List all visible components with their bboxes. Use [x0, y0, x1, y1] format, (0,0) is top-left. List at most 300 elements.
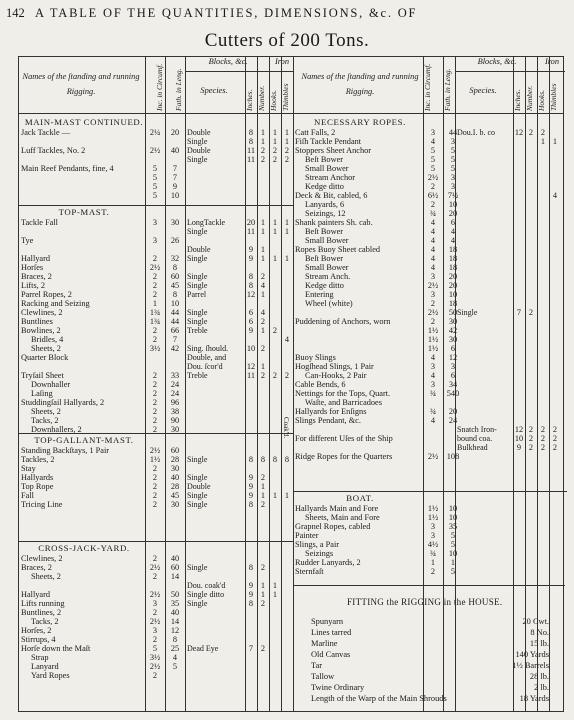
right-row-circumference: 2½	[427, 452, 439, 461]
left-row-hooks	[269, 644, 281, 653]
left-row-inches	[245, 635, 257, 644]
right-row-number	[525, 558, 537, 567]
right-row-length: 10	[448, 513, 458, 522]
left-row-thimbles	[281, 464, 293, 473]
right-row-thimbles	[549, 146, 561, 155]
left-row-length: 35	[170, 599, 180, 608]
right-row-circumference: 3	[430, 380, 436, 389]
right-row-name: Small Bower	[305, 236, 349, 245]
right-row-circumference: 3	[430, 128, 436, 137]
left-row-hooks	[269, 599, 281, 608]
thimbles-column-header: Thimbles	[281, 83, 290, 111]
left-row-circumference: 3½	[149, 344, 161, 353]
left-row-inches	[245, 407, 257, 416]
right-row-number	[525, 362, 537, 371]
left-row-hooks: 1	[272, 227, 278, 236]
left-row-hooks	[269, 272, 281, 281]
left-row-thimbles	[281, 182, 293, 191]
left-row-number	[257, 380, 269, 389]
right-row-number	[525, 549, 537, 558]
right-row-length: 1	[450, 558, 456, 567]
left-row-length: 5	[172, 662, 178, 671]
right-row-inches	[513, 299, 525, 308]
left-row-hooks	[269, 317, 281, 326]
right-row-circumference: 4	[430, 353, 436, 362]
left-row-species: Dou. ſcor'd	[187, 362, 223, 371]
right-row-number	[525, 335, 537, 344]
left-row-name: Braces, 2	[21, 563, 52, 572]
left-row-name: Fall	[21, 491, 34, 500]
left-row-length: 40	[170, 554, 180, 563]
fitting-item: Spunyarn	[311, 617, 344, 626]
left-row-thimbles: 1	[284, 218, 290, 227]
right-row-circumference: 4½	[427, 540, 439, 549]
left-row-thimbles	[281, 173, 293, 182]
right-row-number	[525, 182, 537, 191]
right-row-hooks	[537, 353, 549, 362]
left-row-inches: 8	[248, 281, 254, 290]
right-row-hooks	[537, 164, 549, 173]
left-row-thimbles	[281, 299, 293, 308]
right-row-name: Beſt Bower	[305, 155, 344, 164]
right-row-inches: 12	[514, 128, 524, 137]
right-row-length: 10	[448, 549, 458, 558]
left-row-number: 1	[260, 227, 266, 236]
right-row-name: Beſt Bower	[305, 254, 344, 263]
left-row-circumference: 2	[152, 335, 158, 344]
right-row-hooks	[537, 326, 549, 335]
left-row-thimbles	[281, 308, 293, 317]
left-row-inches	[245, 173, 257, 182]
left-row-hooks	[269, 344, 281, 353]
right-row-circumference: ¾	[429, 407, 437, 416]
left-row-number: 2	[260, 644, 266, 653]
left-row-inches	[245, 353, 257, 362]
species-column-header-right: Species.	[469, 86, 497, 95]
left-row-length: 20	[170, 128, 180, 137]
left-row-length: 25	[170, 644, 180, 653]
left-row-number: 1	[260, 491, 266, 500]
right-row-name: Sternfaſt	[295, 567, 324, 576]
iron-column-header: Iron	[274, 57, 290, 66]
right-row-inches: 12	[514, 425, 524, 434]
right-row-hooks: 2	[540, 434, 546, 443]
left-row-name: Tackles, 2	[21, 455, 55, 464]
right-row-length: 20	[448, 209, 458, 218]
right-row-inches: 9	[516, 443, 522, 452]
left-row-inches: 11	[247, 371, 255, 380]
left-row-length: 14	[170, 617, 180, 626]
right-row-inches	[513, 389, 525, 398]
left-row-inches: 8	[248, 137, 254, 146]
right-row-length: 6	[450, 371, 456, 380]
right-row-length: 24	[448, 416, 458, 425]
left-row-inches	[245, 617, 257, 626]
thimbles-column-header-right: Thimbles	[549, 83, 558, 111]
left-row-name: Clewlines, 2	[21, 308, 63, 317]
left-row-circumference: 2	[152, 482, 158, 491]
left-row-thimbles	[281, 317, 293, 326]
left-row-number: 1	[260, 290, 266, 299]
left-row-circumference: 2	[152, 281, 158, 290]
right-row-thimbles	[549, 513, 561, 522]
right-row-inches	[513, 416, 525, 425]
left-row-number	[257, 626, 269, 635]
left-row-circumference	[145, 227, 165, 236]
left-row-length: 60	[170, 446, 180, 455]
left-row-thimbles	[281, 572, 293, 581]
left-row-number: 1	[260, 581, 266, 590]
right-row-number	[525, 407, 537, 416]
right-row-name: Deck & Bit, cabled, 6	[295, 191, 368, 200]
left-row-name: Lifts, 2	[21, 281, 45, 290]
left-row-thimbles: 1	[284, 128, 290, 137]
right-row-name: Wheel (white)	[305, 299, 353, 308]
left-row-length: 33	[170, 371, 180, 380]
left-row-hooks	[269, 500, 281, 509]
right-row-number	[525, 254, 537, 263]
left-row-hooks: 1	[272, 128, 278, 137]
left-row-name: Braces, 2	[21, 272, 52, 281]
right-row-circumference: 6½	[427, 191, 439, 200]
left-row-number: 2	[260, 599, 266, 608]
right-row-hooks	[537, 146, 549, 155]
left-row-length: 30	[170, 464, 180, 473]
left-row-thimbles: 2	[284, 155, 290, 164]
column-rule	[293, 57, 294, 711]
right-row-inches	[513, 290, 525, 299]
left-row-hooks	[269, 290, 281, 299]
right-row-length: 5	[450, 146, 456, 155]
left-row-circumference: 2	[152, 389, 158, 398]
right-row-circumference: 5	[430, 146, 436, 155]
left-row-number: 1	[260, 482, 266, 491]
right-row-hooks	[537, 522, 549, 531]
left-row-name: Tacks, 2	[31, 416, 59, 425]
right-row-hooks	[537, 200, 549, 209]
left-row-circumference: 2	[152, 608, 158, 617]
left-row-thimbles	[281, 191, 293, 200]
right-row-number	[525, 155, 537, 164]
right-row-inches	[513, 335, 525, 344]
left-row-thimbles	[281, 644, 293, 653]
right-row-inches	[513, 146, 525, 155]
left-row-name: Laſing	[31, 389, 53, 398]
right-row-hooks	[537, 245, 549, 254]
right-row-name: Puddening of Anchors, worn	[295, 317, 391, 326]
right-row-inches	[513, 326, 525, 335]
left-row-hooks: 2	[272, 371, 278, 380]
right-row-circumference: 5	[430, 155, 436, 164]
left-row-length: 40	[170, 473, 180, 482]
right-row-name: Ropes Buoy Sheet cabled	[295, 245, 381, 254]
left-row-length	[165, 671, 185, 680]
right-row-number	[525, 263, 537, 272]
page-number: 142	[6, 6, 25, 20]
left-row-length: 40	[170, 146, 180, 155]
right-row-number	[525, 137, 537, 146]
right-row-length: 7½	[447, 191, 459, 200]
left-row-number: 4	[260, 308, 266, 317]
left-row-number	[257, 554, 269, 563]
right-row-circumference: 5	[430, 164, 436, 173]
right-row-circumference: 2½	[427, 308, 439, 317]
right-row-thimbles: 2	[552, 434, 558, 443]
right-row-number	[525, 290, 537, 299]
right-row-circumference: ¾	[429, 389, 437, 398]
right-row-inches	[513, 362, 525, 371]
right-row-name: Stream Anch.	[305, 272, 351, 281]
left-row-length: 7	[172, 164, 178, 173]
left-row-thimbles	[281, 245, 293, 254]
right-row-inches	[513, 344, 525, 353]
right-row-thimbles	[549, 380, 561, 389]
left-row-name: Standing Backſtays, 1 Pair	[21, 446, 110, 455]
left-row-thimbles	[281, 446, 293, 455]
left-row-length: 26	[170, 236, 180, 245]
left-row-circumference: 3	[152, 626, 158, 635]
right-row-hooks	[537, 155, 549, 164]
left-row-number	[257, 608, 269, 617]
left-row-number	[257, 635, 269, 644]
left-row-hooks	[269, 398, 281, 407]
left-row-length: 30	[170, 218, 180, 227]
left-row-thimbles: 2	[284, 371, 290, 380]
left-row-inches	[245, 653, 257, 662]
right-row-hooks	[537, 191, 549, 200]
right-row-length: 5	[450, 567, 456, 576]
circumference-column-header: Inc. in Circumf.	[155, 63, 164, 111]
left-row-species: Single	[187, 563, 208, 572]
left-row-name: Yard Ropes	[31, 671, 70, 680]
right-row-hooks: 2	[540, 443, 546, 452]
right-row-circumference: 3	[430, 522, 436, 531]
left-row-name: Downhallers, 2	[31, 425, 82, 434]
left-row-number	[257, 653, 269, 662]
left-row-thimbles	[281, 662, 293, 671]
left-row-length: 96	[170, 398, 180, 407]
right-row-circumference: 4	[430, 236, 436, 245]
right-row-thimbles	[549, 218, 561, 227]
right-row-thimbles	[549, 416, 561, 425]
left-row-circumference: 2	[152, 464, 158, 473]
right-row-hooks: 1	[540, 137, 546, 146]
left-row-inches	[245, 380, 257, 389]
left-row-thimbles	[281, 272, 293, 281]
right-row-number	[525, 353, 537, 362]
left-row-name: Jack Tackle —	[21, 128, 71, 137]
right-row-circumference: 2	[430, 567, 436, 576]
right-row-length: 18	[448, 263, 458, 272]
left-row-species: Sing. ſhould.	[187, 344, 229, 353]
right-row-thimbles	[549, 263, 561, 272]
fitting-quantity: 1½ Barrels	[512, 661, 549, 670]
right-section-title: NECESSARY ROPES.	[314, 117, 406, 127]
left-row-circumference: 1	[152, 299, 158, 308]
right-row-length: 35	[448, 522, 458, 531]
left-row-circumference: 3½	[149, 653, 161, 662]
left-row-inches	[245, 554, 257, 563]
right-row-length: 30	[448, 317, 458, 326]
blocks-header-rule-right	[455, 71, 565, 72]
left-row-species: Double, and	[187, 353, 227, 362]
right-row-name: Ridge Ropes for the Quarters	[295, 452, 393, 461]
fitting-item: Length of the Warp of the Main Shrouds	[311, 694, 447, 703]
left-row-circumference: 2	[152, 371, 158, 380]
right-row-inches	[513, 317, 525, 326]
left-row-thimbles	[281, 635, 293, 644]
left-row-length	[165, 353, 185, 362]
left-row-thimbles	[281, 626, 293, 635]
right-row-hooks	[537, 452, 549, 461]
left-row-circumference: 1¾	[149, 317, 161, 326]
inches-column-header-right: Inches.	[513, 89, 522, 111]
left-row-number	[257, 416, 269, 425]
fitting-item: Tallow	[311, 672, 335, 681]
left-row-circumference: 2	[152, 254, 158, 263]
left-row-thimbles: 2	[284, 146, 290, 155]
right-row-thimbles	[549, 173, 561, 182]
right-row-length: 3	[450, 137, 456, 146]
names-column-header-right: Names of the ſtanding and running Rigging.	[301, 72, 419, 96]
left-row-circumference: 2	[152, 272, 158, 281]
left-section-rule	[19, 433, 293, 434]
left-row-hooks	[269, 482, 281, 491]
right-row-inches	[513, 272, 525, 281]
left-row-species: Single	[187, 491, 208, 500]
right-row-inches	[513, 353, 525, 362]
right-row-species: Bulkhead	[457, 443, 488, 452]
left-row-species: Treble	[187, 326, 208, 335]
left-row-circumference: 2½	[149, 662, 161, 671]
left-row-length: 45	[170, 491, 180, 500]
right-row-number	[525, 281, 537, 290]
left-row-length: 10	[170, 191, 180, 200]
left-row-circumference	[145, 353, 165, 362]
right-row-number	[525, 540, 537, 549]
right-row-hooks	[537, 299, 549, 308]
inches-column-header: Inches.	[245, 89, 254, 111]
fitting-item: Tar	[311, 661, 323, 670]
right-row-length: 44	[448, 128, 458, 137]
right-row-inches	[513, 531, 525, 540]
left-row-hooks	[269, 353, 281, 362]
left-row-length: 44	[170, 317, 180, 326]
left-row-species: Double	[187, 128, 211, 137]
left-row-inches	[245, 671, 257, 680]
right-row-hooks	[537, 281, 549, 290]
right-row-hooks	[537, 236, 549, 245]
left-row-thimbles	[281, 407, 293, 416]
right-row-circumference: 2	[430, 317, 436, 326]
left-row-number	[257, 299, 269, 308]
right-row-length: 540	[446, 389, 460, 398]
left-row-species: Single	[187, 473, 208, 482]
left-row-inches: 7	[248, 644, 254, 653]
right-row-thimbles	[549, 452, 561, 461]
left-row-name: Tye	[21, 236, 34, 245]
left-section-rule	[19, 205, 293, 206]
right-row-inches	[513, 173, 525, 182]
right-row-hooks	[537, 254, 549, 263]
left-row-thimbles: 1	[284, 227, 290, 236]
right-row-name: Fiſh Tackle Pendant	[295, 137, 362, 146]
left-row-species: Single	[187, 599, 208, 608]
left-row-name: Horſes	[21, 263, 44, 272]
right-row-thimbles	[549, 549, 561, 558]
left-row-thimbles	[281, 398, 293, 407]
left-row-name: Studdingſail Hallyards, 2	[21, 398, 105, 407]
left-row-name: Sheets, 2	[31, 407, 61, 416]
right-row-length: 4	[450, 236, 456, 245]
left-section-title: TOP-GALLANT-MAST.	[34, 435, 134, 445]
right-row-length: 3	[450, 182, 456, 191]
right-row-name: Small Bower	[305, 263, 349, 272]
right-row-name: Slings, a Pair	[295, 540, 340, 549]
right-row-inches	[513, 200, 525, 209]
right-row-number	[525, 272, 537, 281]
right-row-thimbles	[549, 236, 561, 245]
left-row-circumference: 2¼	[149, 128, 161, 137]
right-row-name: Kedge ditto	[305, 281, 344, 290]
right-row-name: Can-Hooks, 2 Pair	[305, 371, 367, 380]
right-row-number	[525, 522, 537, 531]
right-row-hooks	[537, 540, 549, 549]
left-row-hooks	[269, 635, 281, 644]
right-row-number	[525, 227, 537, 236]
right-row-circumference	[423, 443, 443, 452]
left-row-inches	[245, 626, 257, 635]
left-row-hooks	[269, 464, 281, 473]
right-row-hooks	[537, 335, 549, 344]
right-row-length: 20	[448, 407, 458, 416]
right-row-name: Buoy Slings	[295, 353, 336, 362]
left-row-number: 1	[260, 128, 266, 137]
left-row-length: 10	[170, 299, 180, 308]
left-row-number: 1	[260, 245, 266, 254]
left-row-hooks	[269, 554, 281, 563]
right-row-circumference: 1½	[427, 344, 439, 353]
right-row-number	[525, 371, 537, 380]
right-row-inches	[513, 218, 525, 227]
left-row-inches	[245, 389, 257, 398]
left-row-inches: 8	[248, 563, 254, 572]
left-row-number: 1	[260, 362, 266, 371]
right-row-circumference	[423, 425, 443, 434]
right-row-number	[525, 531, 537, 540]
left-row-number	[257, 572, 269, 581]
right-row-hooks	[537, 513, 549, 522]
right-row-length: 18	[448, 299, 458, 308]
right-row-hooks	[537, 504, 549, 513]
left-section-title: MAIN-MAST CONTINUED.	[24, 117, 144, 127]
right-row-thimbles	[549, 540, 561, 549]
species-column-header: Species.	[200, 86, 228, 95]
left-row-length: 38	[170, 407, 180, 416]
left-row-hooks	[269, 380, 281, 389]
right-row-inches: 7	[516, 308, 522, 317]
right-row-circumference: 4	[430, 227, 436, 236]
right-row-hooks	[537, 398, 549, 407]
right-row-number	[525, 513, 537, 522]
left-row-inches	[245, 608, 257, 617]
left-row-circumference: 2½	[149, 146, 161, 155]
left-row-thimbles	[281, 389, 293, 398]
right-row-length: 3	[450, 362, 456, 371]
left-row-thimbles: 4	[284, 335, 290, 344]
right-row-name: Small Bower	[305, 164, 349, 173]
left-row-circumference	[145, 137, 165, 146]
